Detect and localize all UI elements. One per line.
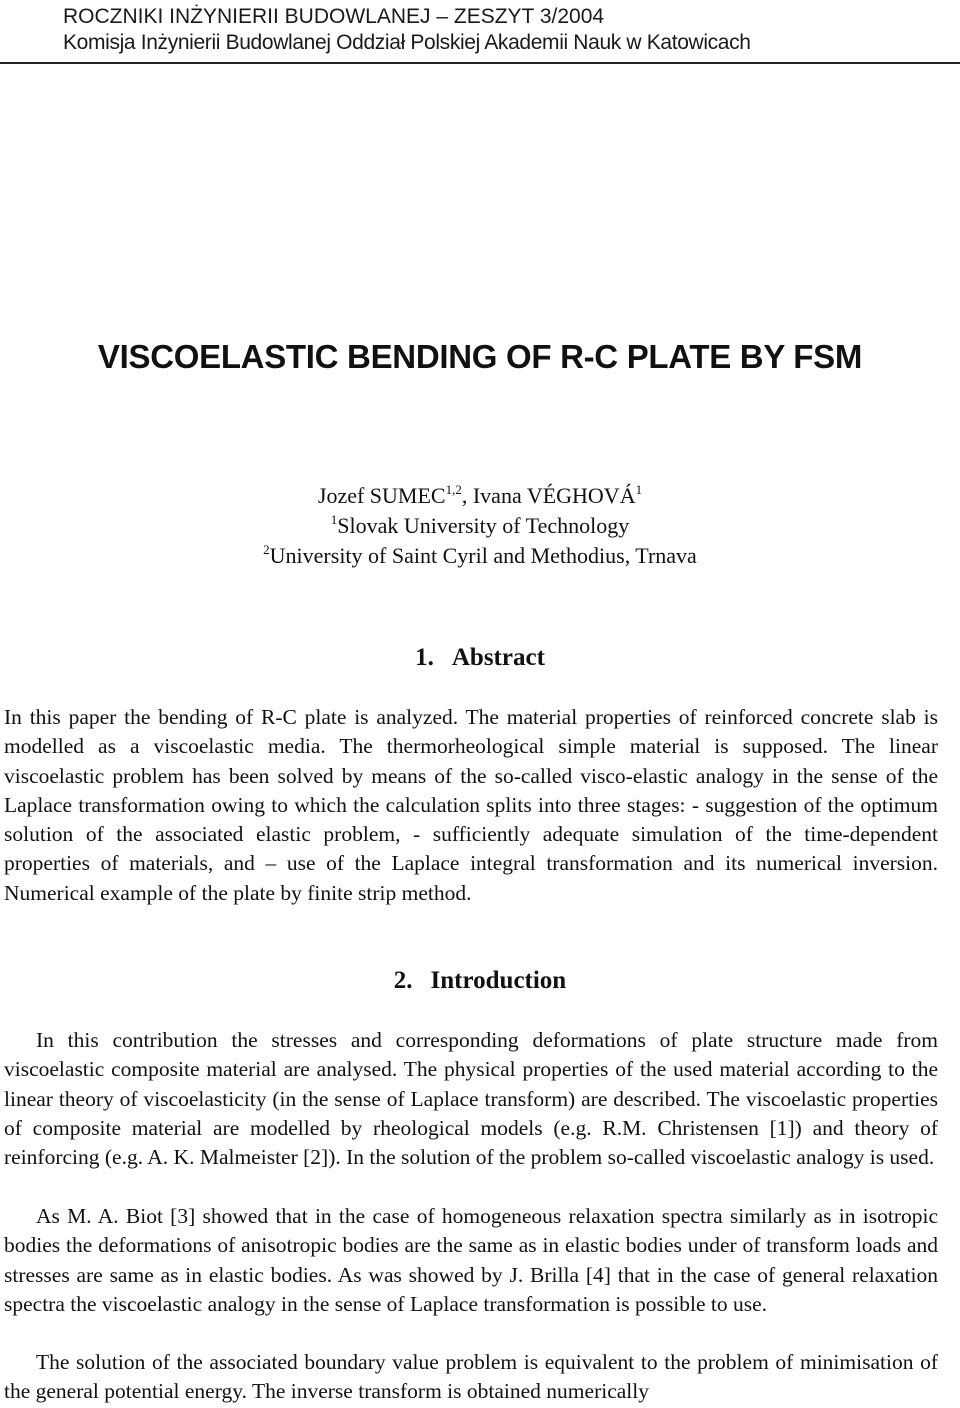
author-affiliation-mark: 1,2 xyxy=(445,482,462,497)
journal-name: ROCZNIKI INŻYNIERII BUDOWLANEJ – ZESZYT 3/2004 xyxy=(63,5,605,28)
affiliation-line xyxy=(0,541,960,571)
author-block xyxy=(0,481,960,571)
author-name: Jozef SUMEC xyxy=(317,483,446,508)
affiliation-mark: 1 xyxy=(330,512,338,527)
body-paragraph: The solution of the associated boundary value problem is equivalent to the problem of minimisation of the general potential energy. The inverse transform is obtained numerically xyxy=(4,1350,938,1404)
author-separator: , xyxy=(461,483,473,508)
commission-name: Komisja Inżynierii Budowlanej Oddział Polskiej Akademii Nauk w Katowicach xyxy=(63,31,751,54)
section-heading-introduction xyxy=(0,964,960,998)
author-line xyxy=(0,481,960,511)
section-title: Introduction xyxy=(430,967,567,994)
section-title: Abstract xyxy=(451,644,545,671)
journal-header xyxy=(63,4,893,56)
body-paragraph: In this contribution the stresses and corresponding deformations of plate structure made from viscoelastic composite material are analysed. The physical properties of the used material according to the linear theory of viscoelasticity (in the sense of Laplace transform) are described. The viscoelastic properties of composite material are modelled by rheological models (e.g. R.M. Christensen [1]) and theory of reinforcing (e.g. A. K. Malmeister [2]). In the solution of the problem so-called viscoelastic analogy is used. xyxy=(4,1028,938,1170)
author-affiliation-mark: 1 xyxy=(635,482,643,497)
affiliation-text: Slovak University of Technology xyxy=(337,513,630,538)
header-divider xyxy=(0,62,960,64)
affiliation-text: University of Saint Cyril and Methodius, Trnava xyxy=(269,543,697,568)
affiliation-line xyxy=(0,511,960,541)
paper-title: VISCOELASTIC BENDING OF R-C PLATE BY FSM xyxy=(97,338,863,375)
author-name: Ivana VÉGHOVÁ xyxy=(472,483,636,508)
section-number: 2. xyxy=(393,967,413,994)
section-number: 1. xyxy=(415,644,434,671)
affiliation-mark: 2 xyxy=(263,542,270,557)
section-heading-abstract xyxy=(0,641,960,675)
abstract-paragraph: In this paper the bending of R-C plate is analyzed. The material properties of reinforced concrete slab is modelled as a viscoelastic media. The thermorheological simple material is supposed. The linear viscoelastic problem has been solved by means of the so-called visco-elastic analogy in the sense of the Laplace transformation owing to which the calculation splits into three stages: - suggestion of the optimum solution of the associated elastic problem, - sufficiently adequate simulation of the time-dependent properties of materials, and – use of the Laplace integral transformation and its numerical inversion. Numerical example of the plate by finite strip method. xyxy=(4,705,938,905)
body-paragraph: As M. A. Biot [3] showed that in the case of homogeneous relaxation spectra similarly as in isotropic bodies the deformations of anisotropic bodies are the same as in elastic bodies under of transform loads and stresses are same as in elastic bodies. As was showed by J. Brilla [4] that in the case of general relaxation spectra the viscoelastic analogy in the sense of Laplace transformation is possible to use. xyxy=(4,1204,938,1316)
